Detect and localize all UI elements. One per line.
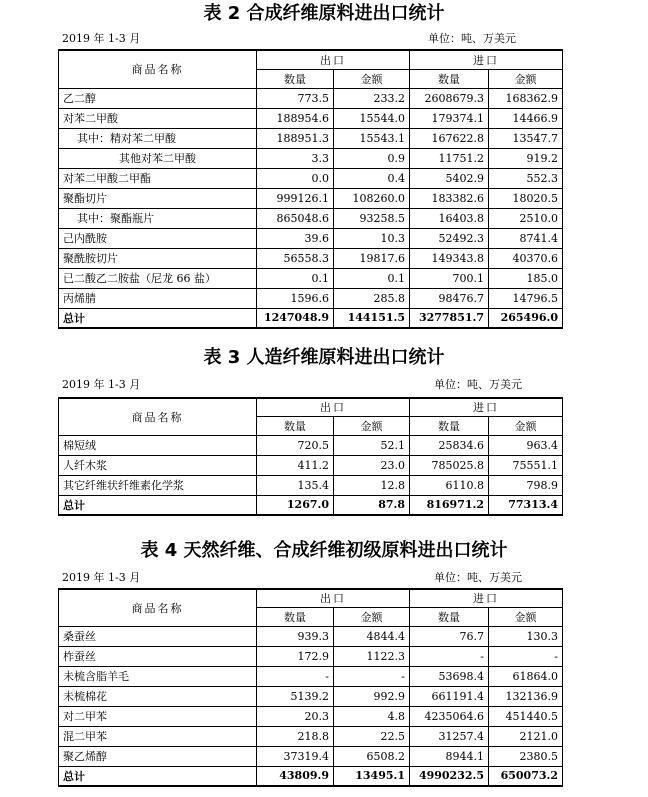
export-amount: 233.2	[334, 88, 410, 108]
export-qty: 0.1	[257, 268, 334, 288]
import-qty: 25834.6	[410, 435, 489, 455]
export-amount: 6508.2	[334, 746, 410, 766]
table-row	[59, 268, 563, 288]
table-row	[59, 626, 563, 646]
row-name: 人纤木浆	[59, 455, 257, 475]
total-export-qty: 43809.9	[257, 766, 334, 786]
table-row	[59, 88, 563, 108]
row-name: 聚乙烯醇	[59, 746, 257, 766]
total-row	[59, 308, 563, 328]
total-row	[59, 766, 563, 786]
import-amount: 8741.4	[489, 228, 563, 248]
import-qty: 700.1	[410, 268, 489, 288]
export-amount: 12.8	[334, 475, 410, 495]
table-4-title: 表 4 天然纤维、合成纤维初级原料进出口统计	[140, 540, 508, 561]
import-qty: 31257.4	[410, 726, 489, 746]
table-row	[59, 666, 563, 686]
import-qty: 53698.4	[410, 666, 489, 686]
export-qty: 188954.6	[257, 108, 334, 128]
header-commodity: 商品名称	[59, 589, 257, 626]
export-qty: -	[257, 666, 334, 686]
header-export: 出口	[257, 398, 410, 416]
export-qty: 37319.4	[257, 746, 334, 766]
import-qty: 6110.8	[410, 475, 489, 495]
row-name: 混二甲苯	[59, 726, 257, 746]
import-amount: 2510.0	[489, 208, 563, 228]
import-qty: 167622.8	[410, 128, 489, 148]
row-name: 聚酰胺切片	[59, 248, 257, 268]
total-export-amount: 87.8	[334, 495, 410, 515]
table-row	[59, 248, 563, 268]
export-qty: 865048.6	[257, 208, 334, 228]
table-4-period: 2019 年 1-3 月	[62, 571, 141, 584]
import-amount: 552.3	[489, 168, 563, 188]
import-amount: 14466.9	[489, 108, 563, 128]
import-amount: 919.2	[489, 148, 563, 168]
header-export: 出口	[257, 589, 410, 607]
export-amount: 4.8	[334, 706, 410, 726]
table-2-period: 2019 年 1-3 月	[62, 32, 141, 45]
import-amount: 798.9	[489, 475, 563, 495]
header-commodity: 商品名称	[59, 398, 257, 435]
header-import: 进口	[410, 589, 563, 607]
import-amount: 61864.0	[489, 666, 563, 686]
header-import-amount: 金额	[489, 416, 563, 435]
export-amount: 285.8	[334, 288, 410, 308]
table-row	[59, 128, 563, 148]
row-name: 其中：聚酯瓶片	[59, 208, 257, 228]
export-qty: 135.4	[257, 475, 334, 495]
table-row	[59, 188, 563, 208]
export-amount: 22.5	[334, 726, 410, 746]
import-qty: 183382.6	[410, 188, 489, 208]
export-qty: 56558.3	[257, 248, 334, 268]
total-export-amount: 144151.5	[334, 308, 410, 328]
row-name: 已二酸乙二胺盐（尼龙 66 盐）	[59, 268, 257, 288]
import-qty: 8944.1	[410, 746, 489, 766]
total-label: 总计	[59, 308, 257, 328]
export-amount: 0.1	[334, 268, 410, 288]
row-name: 其他对苯二甲酸	[59, 148, 257, 168]
export-qty: 3.3	[257, 148, 334, 168]
import-qty: 16403.8	[410, 208, 489, 228]
total-import-amount: 265496.0	[489, 308, 563, 328]
total-label: 总计	[59, 495, 257, 515]
header-import-qty: 数量	[410, 416, 489, 435]
table-2-unit: 单位：吨、万美元	[428, 32, 516, 45]
row-name: 对二甲苯	[59, 706, 257, 726]
import-qty: 4235064.6	[410, 706, 489, 726]
row-name: 未梳棉花	[59, 686, 257, 706]
row-name: 其中：精对苯二甲酸	[59, 128, 257, 148]
row-name: 对苯二甲酸	[59, 108, 257, 128]
import-amount: 168362.9	[489, 88, 563, 108]
table-row	[59, 108, 563, 128]
table-row	[59, 475, 563, 495]
total-label: 总计	[59, 766, 257, 786]
table-row	[59, 686, 563, 706]
header-export-amount: 金额	[334, 416, 410, 435]
export-qty: 0.0	[257, 168, 334, 188]
row-name: 乙二醇	[59, 88, 257, 108]
export-amount: 15543.1	[334, 128, 410, 148]
import-amount: 14796.5	[489, 288, 563, 308]
export-amount: 4844.4	[334, 626, 410, 646]
import-qty: 785025.8	[410, 455, 489, 475]
row-name: 对苯二甲酸二甲酯	[59, 168, 257, 188]
export-amount: 108260.0	[334, 188, 410, 208]
import-qty: 76.7	[410, 626, 489, 646]
header-export-qty: 数量	[257, 416, 334, 435]
export-amount: 10.3	[334, 228, 410, 248]
import-qty: 2608679.3	[410, 88, 489, 108]
header-import-qty: 数量	[410, 607, 489, 626]
header-commodity: 商品名称	[59, 50, 257, 88]
table-4	[58, 588, 563, 787]
table-3-period: 2019 年 1-3 月	[62, 378, 141, 391]
table-4-unit: 单位：吨、万美元	[434, 571, 522, 584]
row-name: 聚酯切片	[59, 188, 257, 208]
table-3	[58, 397, 563, 516]
export-qty: 939.3	[257, 626, 334, 646]
total-export-qty: 1267.0	[257, 495, 334, 515]
export-amount: 0.4	[334, 168, 410, 188]
import-qty: 149343.8	[410, 248, 489, 268]
header-export: 出口	[257, 50, 410, 69]
table-row	[59, 288, 563, 308]
import-qty: 661191.4	[410, 686, 489, 706]
import-amount: 130.3	[489, 626, 563, 646]
table-2	[58, 49, 563, 329]
total-import-amount: 77313.4	[489, 495, 563, 515]
table-row	[59, 148, 563, 168]
export-qty: 218.8	[257, 726, 334, 746]
import-amount: 132136.9	[489, 686, 563, 706]
import-qty: -	[410, 646, 489, 666]
row-name: 己内酰胺	[59, 228, 257, 248]
export-amount: -	[334, 666, 410, 686]
export-qty: 172.9	[257, 646, 334, 666]
export-qty: 188951.3	[257, 128, 334, 148]
table-row	[59, 208, 563, 228]
total-export-qty: 1247048.9	[257, 308, 334, 328]
import-qty: 5402.9	[410, 168, 489, 188]
header-import-amount: 金额	[489, 607, 563, 626]
row-name: 柞蚕丝	[59, 646, 257, 666]
total-import-amount: 650073.2	[489, 766, 563, 786]
import-amount: 40370.6	[489, 248, 563, 268]
table-3-title: 表 3 人造纤维原料进出口统计	[203, 347, 445, 368]
header-import-amount: 金额	[489, 69, 563, 88]
row-name: 桑蚕丝	[59, 626, 257, 646]
import-amount: 75551.1	[489, 455, 563, 475]
table-row	[59, 726, 563, 746]
table-row	[59, 746, 563, 766]
header-import-qty: 数量	[410, 69, 489, 88]
table-row	[59, 646, 563, 666]
export-qty: 720.5	[257, 435, 334, 455]
export-qty: 1596.6	[257, 288, 334, 308]
total-import-qty: 4990232.5	[410, 766, 489, 786]
row-name: 丙烯腈	[59, 288, 257, 308]
header-import: 进口	[410, 398, 563, 416]
table-3-unit: 单位：吨、万美元	[434, 378, 522, 391]
total-row	[59, 495, 563, 515]
table-row	[59, 435, 563, 455]
import-amount: 2121.0	[489, 726, 563, 746]
table-row	[59, 228, 563, 248]
export-amount: 52.1	[334, 435, 410, 455]
export-amount: 992.9	[334, 686, 410, 706]
export-qty: 39.6	[257, 228, 334, 248]
export-amount: 0.9	[334, 148, 410, 168]
export-qty: 773.5	[257, 88, 334, 108]
header-export-amount: 金额	[334, 69, 410, 88]
import-amount: 451440.5	[489, 706, 563, 726]
export-qty: 20.3	[257, 706, 334, 726]
export-amount: 93258.5	[334, 208, 410, 228]
total-import-qty: 3277851.7	[410, 308, 489, 328]
header-export-qty: 数量	[257, 607, 334, 626]
header-import: 进口	[410, 50, 563, 69]
header-export-qty: 数量	[257, 69, 334, 88]
import-qty: 11751.2	[410, 148, 489, 168]
import-qty: 52492.3	[410, 228, 489, 248]
table-row	[59, 168, 563, 188]
export-amount: 23.0	[334, 455, 410, 475]
export-amount: 1122.3	[334, 646, 410, 666]
import-qty: 98476.7	[410, 288, 489, 308]
export-qty: 999126.1	[257, 188, 334, 208]
table-2-title: 表 2 合成纤维原料进出口统计	[203, 3, 445, 24]
row-name: 其它纤维状纤维素化学浆	[59, 475, 257, 495]
total-import-qty: 816971.2	[410, 495, 489, 515]
export-qty: 5139.2	[257, 686, 334, 706]
header-export-amount: 金额	[334, 607, 410, 626]
import-amount: -	[489, 646, 563, 666]
export-amount: 19817.6	[334, 248, 410, 268]
import-amount: 2380.5	[489, 746, 563, 766]
export-qty: 411.2	[257, 455, 334, 475]
row-name: 未梳含脂羊毛	[59, 666, 257, 686]
table-row	[59, 455, 563, 475]
row-name: 棉短绒	[59, 435, 257, 455]
total-export-amount: 13495.1	[334, 766, 410, 786]
import-amount: 963.4	[489, 435, 563, 455]
import-amount: 18020.5	[489, 188, 563, 208]
import-qty: 179374.1	[410, 108, 489, 128]
import-amount: 185.0	[489, 268, 563, 288]
table-row	[59, 706, 563, 726]
import-amount: 13547.7	[489, 128, 563, 148]
export-amount: 15544.0	[334, 108, 410, 128]
